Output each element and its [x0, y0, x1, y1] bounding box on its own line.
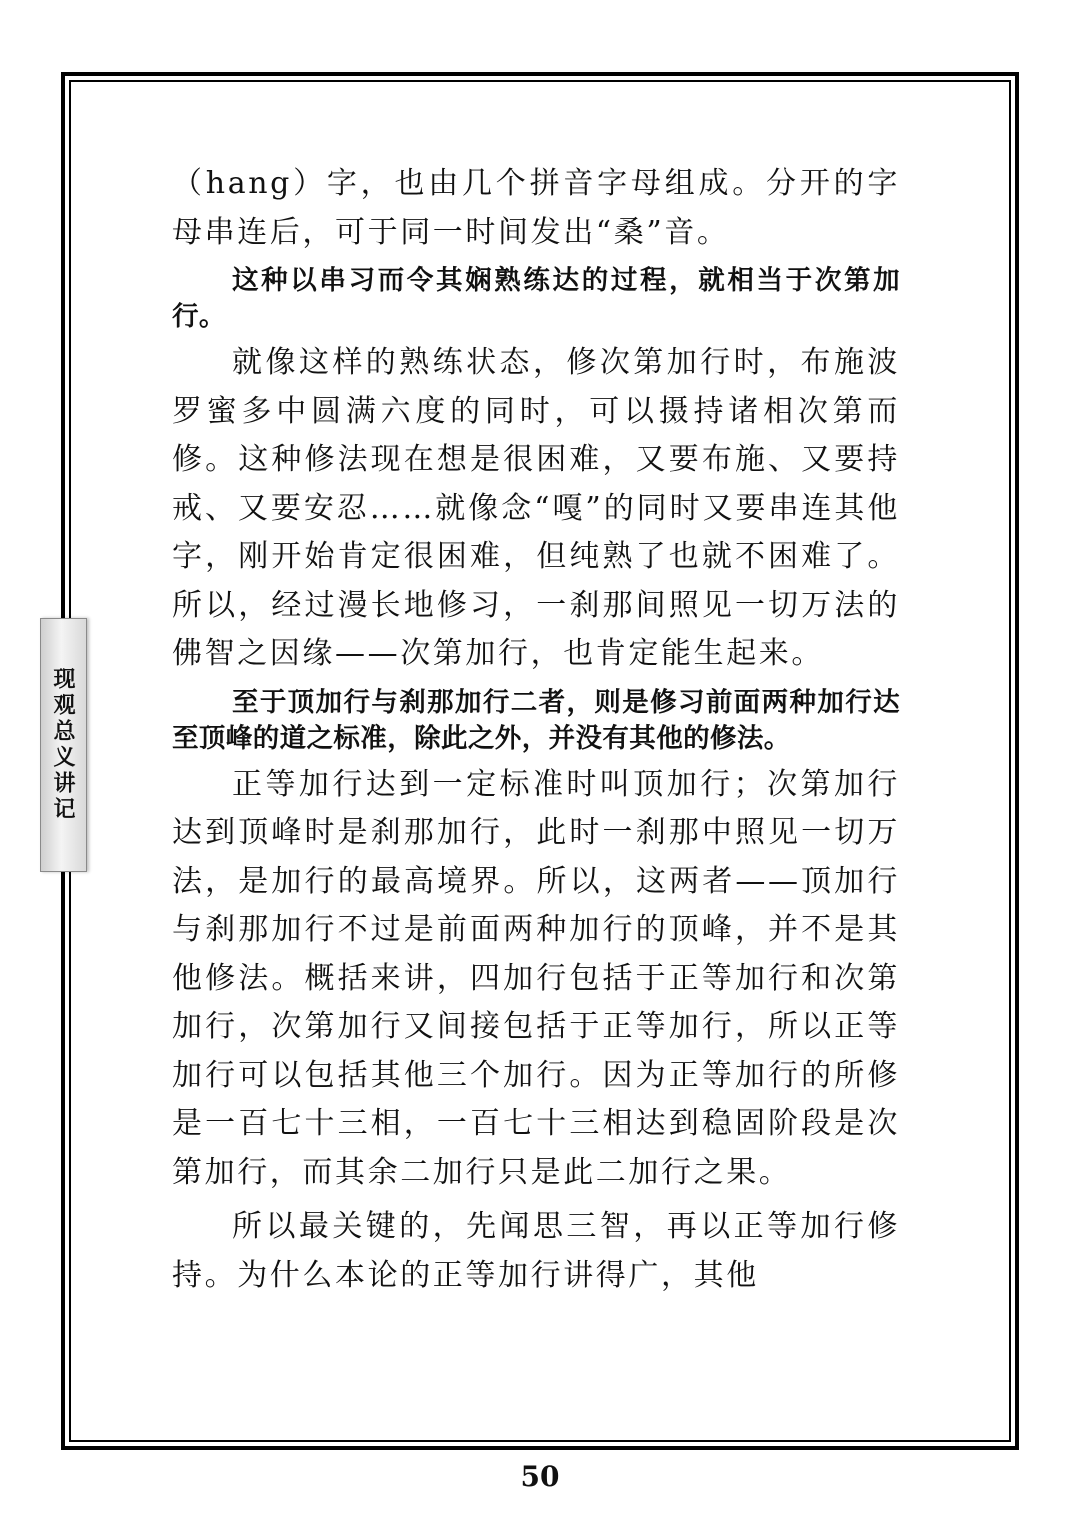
book-title: 现观总义讲记 [50, 667, 76, 823]
paragraph-6: 所以最关键的，先闻思三智，再以正等加行修持。为什么本论的正等加行讲得广，其他 [172, 1209, 900, 1293]
paragraph-4-bold: 至于顶加行与刹那加行二者，则是修习前面两种加行达至顶峰的道之标准，除此之外，并没有其他的修法。 [172, 686, 900, 754]
paragraph-1: （hang）字，也由几个拼音字母组成。分开的字母串连后，可于同一时间发出“桑”音。 [172, 166, 900, 250]
chapter-side-tab [40, 618, 87, 872]
paragraph-2-bold: 这种以串习而令其娴熟练达的过程，就相当于次第加行。 [172, 265, 900, 332]
paragraph-5: 正等加行达到一定标准时叫顶加行；次第加行达到顶峰时是刹那加行，此时一刹那中照见一切万法，是加行的最高境界。所以，这两者——顶加行与刹那加行不过是前面两种加行的顶峰，并不是其他修法。概括来讲，四加行包括于正等加行和次第加行，次第加行又间接包括于正等加行，所以正等加行可以包括其他三个加行。因为正等加行的所修是一百七十三相，一百七十三相达到稳固阶段是次第加行，而其余二加行只是此二加行之果。 [172, 766, 900, 1190]
text-body [172, 160, 900, 1300]
page-number: 50 [520, 1460, 560, 1493]
paragraph-3: 就像这样的熟练状态，修次第加行时，布施波罗蜜多中圆满六度的同时，可以摄持诸相次第而修。这种修法现在想是很困难，又要布施、又要持戒、又要安忍……就像念“嘎”的同时又要串连其他字，刚开始肯定很困难，但纯熟了也就不困难了。所以，经过漫长地修习，一刹那间照见一切万法的佛智之因缘——次第加行，也肯定能生起来。 [172, 345, 900, 671]
